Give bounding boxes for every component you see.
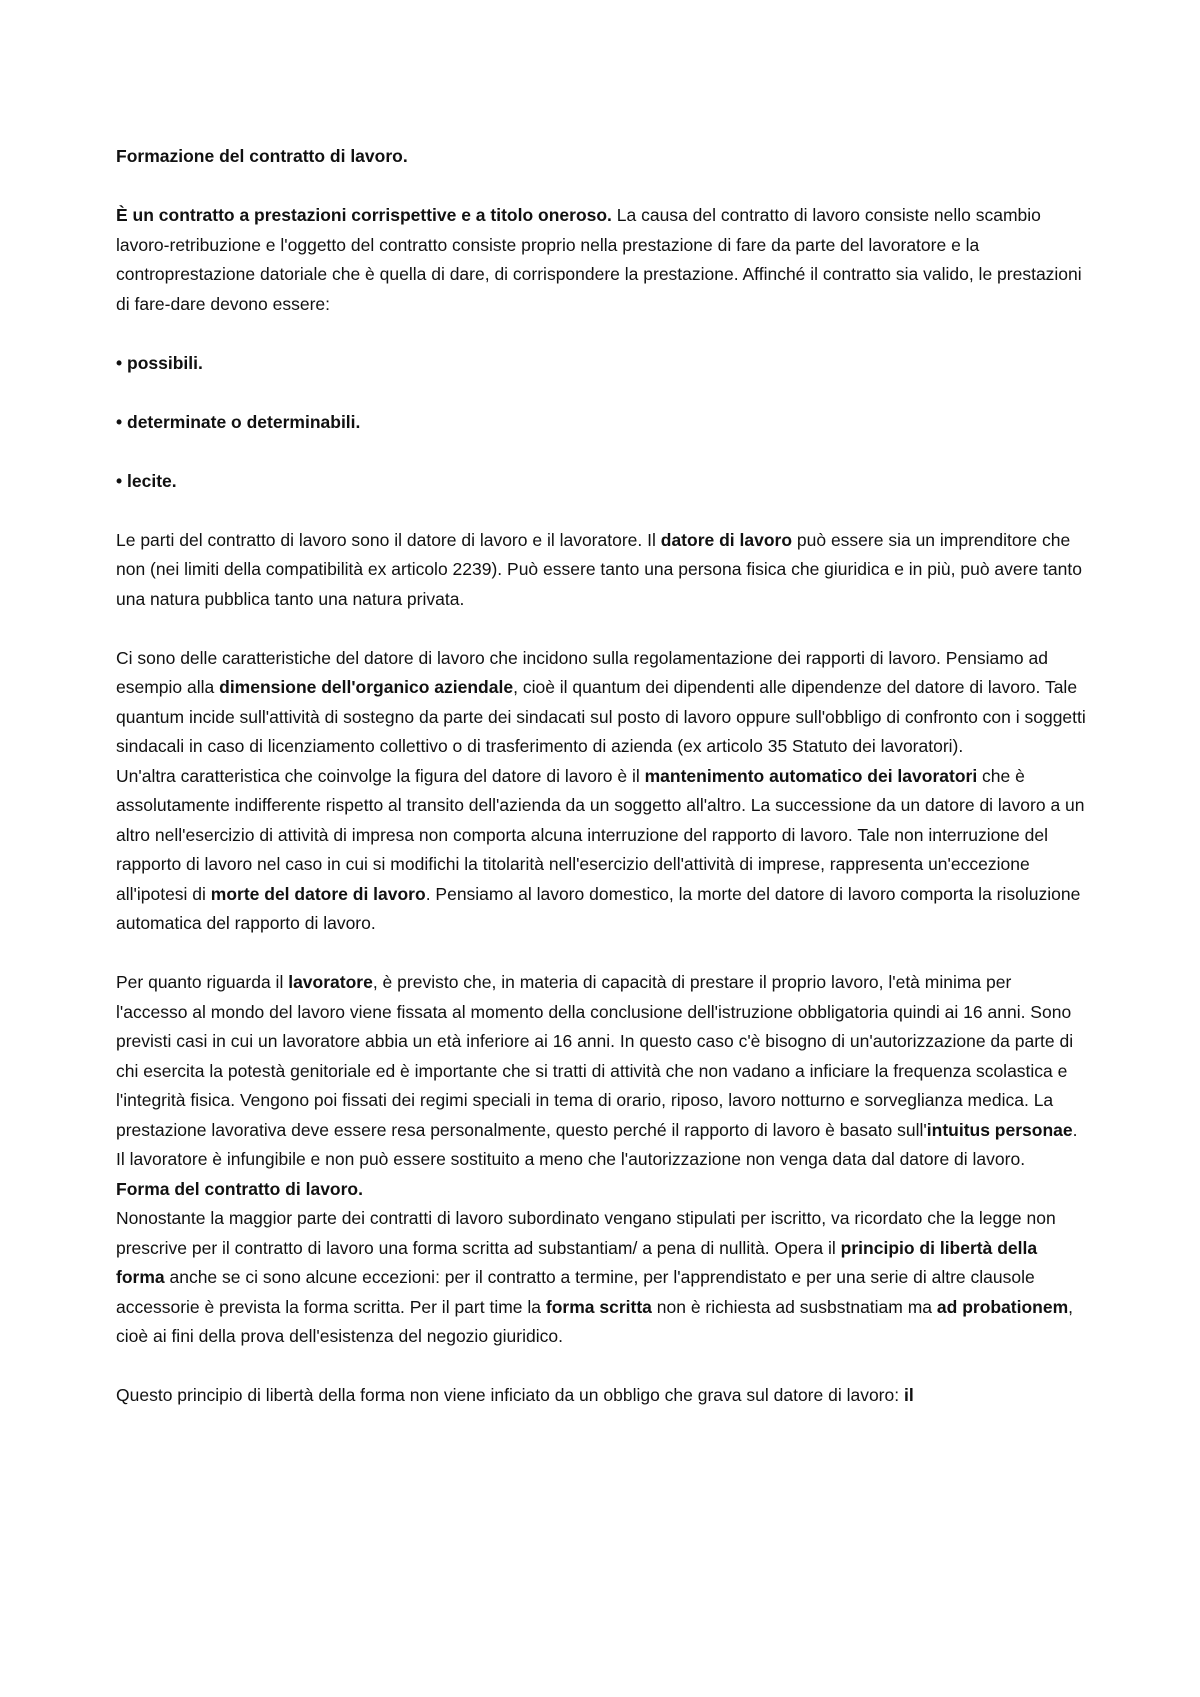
list-item: • lecite. (116, 467, 1086, 497)
paragraph-caratteristiche: Ci sono delle caratteristiche del datore di lavoro che incidono sulla regolamentazione dei rapporti di lavoro. Pensiamo ad esempio alla dimensione dell'organico aziendale, cioè il quantum dei dipendenti alle dipendenze del datore di lavoro. Tale quantum incide sull'attività di sostegno da parte dei sindacati sul posto di lavoro oppure sull'obbligo di confronto con i soggetti sindacali in caso di licenziamento collettivo o di trasferimento di azienda (ex articolo 35 Statuto dei lavoratori). (116, 647, 1086, 756)
list-item: • possibili. (116, 349, 1086, 379)
bold-text: È un contratto a prestazioni corrispettive e a titolo oneroso. (116, 205, 612, 225)
paragraph-forma: Nonostante la maggior parte dei contratti di lavoro subordinato vengano stipulati per iscritto, va ricordato che la legge non prescrive per il contratto di lavoro una forma scritta ad substantiam/ a pena di nullità. Opera il principio di libertà della forma anche se ci sono alcune eccezioni: per il contratto a termine, per l'apprendistato e per una serie di altre clausole accessorie è prevista la forma scritta. Per il part time la forma scritta non è richiesta ad susbstnatiam ma ad probationem, cioè ai fini della prova dell'esistenza del negozio giuridico. (116, 1208, 1074, 1346)
paragraph-parti: Le parti del contratto di lavoro sono il datore di lavoro e il lavoratore. Il datore di lavoro può essere sia un imprenditore che non (nei limiti della compatibilità ex articolo 2239). Può essere tanto una persona fisica che giuridica e in più, può avere tanto una natura pubblica tanto una natura privata. (116, 529, 1082, 609)
list-item: • determinate o determinabili. (116, 408, 1086, 438)
paragraph-lavoratore: Per quanto riguarda il lavoratore, è previsto che, in materia di capacità di prestare il proprio lavoro, l'età minima per l'accesso al mondo del lavoro viene fissata al momento della conclusione dell'istruzione obbligatoria quindi ai 16 anni. Sono previsti casi in cui un lavoratore abbia un età inferiore ai 16 anni. In questo caso c'è bisogno di un'autorizzazione da parte di chi esercita la potestà genitoriale ed è importante che si tratti di attività che non vadano a inficiare la frequenza scolastica e l'integrità fisica. Vengono poi fissati dei regimi speciali in tema di orario, riposo, lavoro notturno e sorveglianza medica. La prestazione lavorativa deve essere resa personalmente, questo perché il rapporto di lavoro è basato sull'intuitus personae. Il lavoratore è infungibile e non può essere sostituito a meno che l'autorizzazione non venga data dal datore di lavoro. (116, 972, 1078, 1169)
paragraph-principio: Questo principio di libertà della forma non viene inficiato da un obbligo che grava sul datore di lavoro: il (116, 1385, 914, 1405)
section-heading-forma: Forma del contratto di lavoro. (116, 1178, 363, 1199)
paragraph-intro: È un contratto a prestazioni corrispettive e a titolo oneroso. La causa del contratto di lavoro consiste nello scambio lavoro-retribuzione e l'oggetto del contratto consiste proprio nella prestazione di fare da parte del lavoratore e la controprestazione datoriale che è quella di dare, di corrispondere la prestazione. Affinché il contratto sia valido, le prestazioni di fare-dare devono essere: (116, 205, 1082, 314)
document-page (116, 142, 1086, 1411)
section-title: Formazione del contratto di lavoro. (116, 146, 408, 166)
paragraph-mantenimento: Un'altra caratteristica che coinvolge la figura del datore di lavoro è il mantenimento automatico dei lavoratori che è assolutamente indifferente rispetto al transito dell'azienda da un soggetto all'altro. La successione da un datore di lavoro a un altro nell'esercizio di attività di impresa non comporta alcuna interruzione del rapporto di lavoro. Tale non interruzione del rapporto di lavoro nel caso in cui si modifichi la titolarità nell'esercizio dell'attività di imprese, rappresenta un'eccezione all'ipotesi di morte del datore di lavoro. Pensiamo al lavoro domestico, la morte del datore di lavoro comporta la risoluzione automatica del rapporto di lavoro. (116, 765, 1085, 933)
